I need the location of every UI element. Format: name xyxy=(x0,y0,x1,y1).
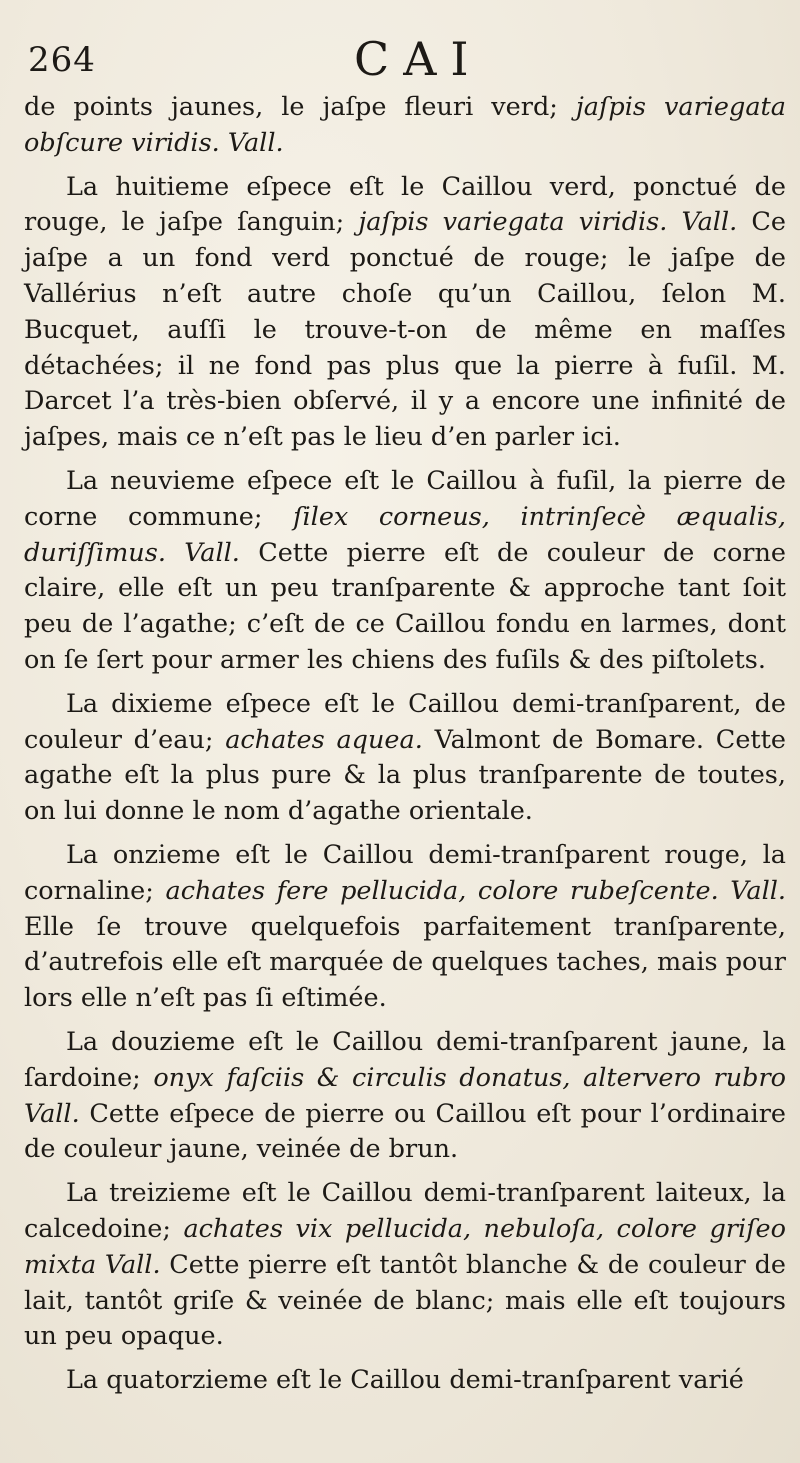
paragraph-treizieme xyxy=(24,1176,786,1355)
text-run: La treizieme eſt le Caillou demi-tranſparent laiteux, la calcedoine; xyxy=(24,1178,786,1244)
text-run: La quatorzieme eſt le Caillou demi-tranſparent varié xyxy=(66,1365,744,1396)
text-run: de points jaunes, le jaſpe fleuri verd; xyxy=(24,92,576,122)
body-text xyxy=(24,90,786,1399)
latin-name: achates vix pellucida, nebuloſa, colore griſeo mixta Vall. xyxy=(24,1213,786,1280)
text-run: Valmont de Bomare. Cette agathe eſt la plus pure & la plus tranſparente de toutes, on lui donne le nom d’agathe orientale. xyxy=(24,724,786,827)
page-header xyxy=(24,30,786,90)
paragraph-quatorzieme xyxy=(24,1363,786,1399)
text-run: Elle ſe trouve quelquefois parfaitement tranſparente, d’autrefois elle eſt marquée de quelques taches, mais pour lors elle n’eſt pas ſi eſtimée. xyxy=(24,911,786,1014)
text-run: Cette pierre eſt tantôt blanche & de couleur de lait, tantôt griſe & veinée de blanc; mais elle eſt toujours un peu opaque. xyxy=(24,1249,786,1352)
paragraph-douzieme xyxy=(24,1025,786,1168)
paragraph-onzieme xyxy=(24,838,786,1017)
text-run: Cette pierre eſt de couleur de corne claire, elle eſt un peu tranſparente & approche tant ſoit peu de l’agathe; c’eſt de ce Caillou fondu en larmes, dont on ſe ſert pour armer les chiens des fuſils & des piſtolets. xyxy=(24,537,787,675)
page-number: 264 xyxy=(28,40,96,80)
latin-name: ſilex corneus, intrinſecè æqualis, duriſſimus. Vall. xyxy=(24,501,786,568)
latin-name: jaſpis variegata obſcure viridis. Vall. xyxy=(24,92,786,158)
text-run: La dixieme eſpece eſt le Caillou demi-tranſparent, de couleur d’eau; xyxy=(24,688,786,755)
paragraph-continued xyxy=(24,90,786,162)
running-head: CAI xyxy=(354,32,483,86)
latin-name: achates aquea. xyxy=(225,724,423,755)
text-run: Ce jaſpe a un fond verd ponctué de rouge; le jaſpe de Vallérius n’eſt autre choſe qu’un Caillou, ſelon M. Bucquet, auſſi le trouve-t-on de même en maſſes détachées; il ne fond pas plus que la pierre à fuſil. M. Darcet l’a très-bien obſervé, il y a encore une infinité de jaſpes, mais ce n’eſt pas le lieu d’en parler ici. xyxy=(24,207,786,453)
paragraph-dixieme xyxy=(24,687,786,830)
latin-name: onyx faſciis & circulis donatus, altervero rubro Vall. xyxy=(24,1062,786,1129)
paragraph-neuvieme xyxy=(24,464,786,679)
paragraph-huitieme xyxy=(24,170,786,456)
latin-name: jaſpis variegata viridis. Vall. xyxy=(358,207,738,238)
latin-name: achates fere pellucida, colore rubeſcente. Vall. xyxy=(165,875,786,906)
text-run: La huitieme eſpece eſt le Caillou verd, ponctué de rouge, le jaſpe ſanguin; xyxy=(24,171,786,238)
text-run: La neuvieme eſpece eſt le Caillou à fuſil, la pierre de corne commune; xyxy=(24,465,786,532)
text-run: Cette eſpece de pierre ou Caillou eſt pour l’ordinaire de couleur jaune, veinée de brun. xyxy=(24,1098,786,1165)
text-run: La douzieme eſt le Caillou demi-tranſparent jaune, la ſardoine; xyxy=(24,1026,786,1093)
text-run: La onzieme eſt le Caillou demi-tranſparent rouge, la cornaline; xyxy=(24,839,786,906)
